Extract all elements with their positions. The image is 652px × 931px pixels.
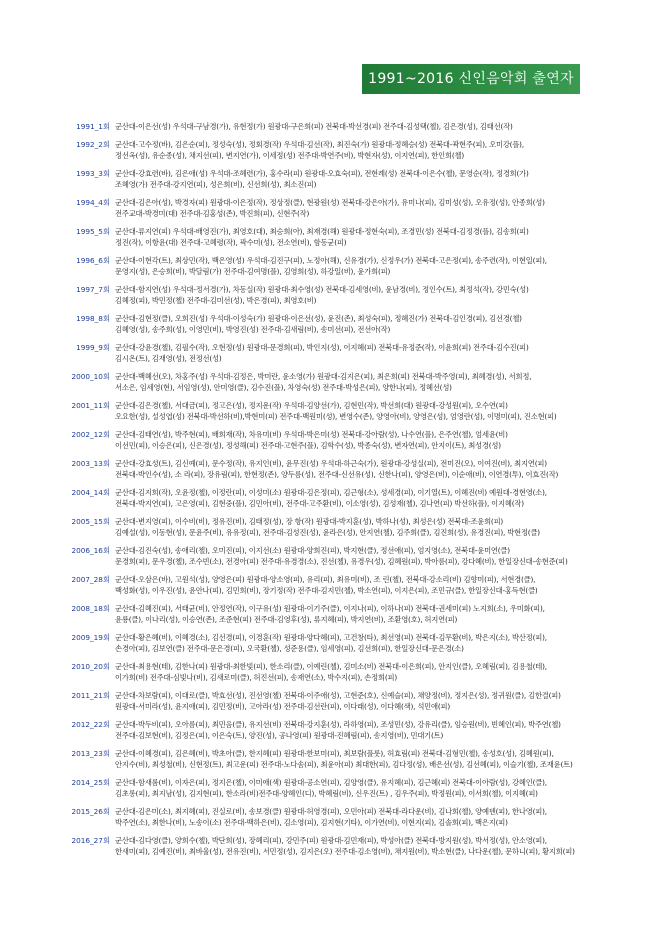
concert-year-label: 2011_21회	[71, 690, 110, 700]
concert-year-label: 2015_26회	[71, 806, 110, 816]
performer-line: 원광대-서미라(성), 윤지애(피), 김민정(비), 고아라(성) 전주대-김선란(피), 이다래(성), 이다혜(색), 석민애(피)	[115, 702, 451, 711]
performer-line: 군산대-오삼은(바), 고원석(성), 양영은(피) 원광대-양소영(피), 유리(피), 최유미(비), 조 린(첼), 전북대-강소리(비) 김향미(피), 서현경(클),	[115, 574, 536, 584]
performer-line: 군산대-김지희(작), 오윤정(첼), 이정란(피), 이성미(소) 원광대-김은정(피), 김근형(소), 성세경(피), 이기열(트), 이혜진(비) 예원대-경현영(소),	[115, 487, 547, 497]
performer-line: 군산대-김진숙(성), 송애리(첼), 오미진(피), 이지선(소) 원광대-양희진(피), 박지현(클), 정선애(피), 엄지영(소), 전북대-윤미연(클)	[115, 545, 510, 555]
performer-names	[115, 139, 620, 162]
performer-names	[115, 806, 620, 829]
concert-year-label: 1992_2회	[76, 139, 110, 149]
list-item	[60, 371, 620, 394]
performer-line: 오요한(성), 설성엽(성) 전북대-박선하(비),박현미(피) 전주대-백원미(성), 변영수(존), 양영아(비), 양영은(성), 엄영란(성), 이명미(피), 진소현(피)	[115, 412, 557, 421]
performer-line: 정선옥(성), 유순종(성), 채지선(피), 변지연(가), 이세정(성) 전주대-박연주(비), 박현자(성), 이지연(피), 한인희(첼)	[115, 151, 464, 160]
performer-line: 군산대-김혜진(피), 서태균(비), 안정연(작), 이구유(성) 원광대-이기주(클), 이지나(피), 이하나(피) 전북대-권세미(피) 노지희(소), 우미화(피),	[115, 603, 545, 613]
concert-year-label: 2012_22회	[71, 719, 110, 729]
concert-year-label: 2009_19회	[71, 632, 110, 642]
performer-line: 문영지(성), 은승희(비), 박달림(가) 전주대-김여명(플), 김영희(성), 하강일(비), 윤가희(피)	[115, 267, 391, 276]
performer-line: 군산대-강효련(바), 김은애(성) 우석대-조혜련(가), 홍수라(피) 원광대-오효숙(피), 전현례(성) 전북대-이은수(첼), 문영순(작), 정경희(가)	[115, 168, 529, 178]
concert-year-label: 2006_16회	[71, 545, 110, 555]
performer-line: 군산대-최용현(테), 김한나(피) 원광대-최한빛(피), 한소리(클), 이예린(첼), 김미소(비) 전북대-이은희(피), 안지인(클), 오혜림(피), 김용철(테),	[115, 661, 547, 671]
concert-year-label: 2003_13회	[71, 458, 110, 468]
performer-line: 정진(작), 이항윤(대) 전주대-고혜령(작), 곽수미(성), 전소연(비), 함동균(피)	[115, 238, 347, 247]
concert-year-label: 1998_8회	[76, 313, 110, 323]
performer-line: 안지수(비), 최성철(비), 신현정(트), 최고운(피) 전주대-노다솜(피), 최윤아(피) 최대한(피), 김다정(성), 배은선(성), 김선혜(피), 이슬기(첼), 조재윤(트)	[115, 760, 573, 769]
concert-year-label: 1995_5회	[76, 226, 110, 236]
performer-line: 전북대-박인수(성), 소 라(피), 장유림(피), 한현정(존), 양두름(성), 전주대-신선유(성), 신한나(피), 양영은(비), 이순애(비), 이연경(투), 이효진(작)	[115, 470, 559, 479]
performer-line: 김혜영(성), 송주희(성), 이영민(비), 박영진(성) 전주대-김새림(비), 송미선(피), 전선아(작)	[115, 325, 391, 334]
performer-line: 백성화(성), 이우진(성), 윤안나(피), 김민희(비), 장기정(작) 전주대-김지민(첼), 박소연(피), 이지은(피), 조민규(클), 한일장신대-홍득현(클)	[115, 586, 538, 595]
performer-names	[115, 719, 620, 742]
performer-line: 군산대-이혜경(피), 김은혜(비), 박초아(클), 한지혜(피) 원광대-한보미(피), 최보람(플룻), 허효림(피) 전북대-김형민(첼), 송성호(성), 김혜원(피),	[115, 748, 554, 758]
performer-names	[115, 429, 620, 452]
performer-line: 전북대-박지연(피), 고은영(피), 김현중(플), 김민아(비), 전주대-고주환(비), 이소영(성), 김성재(첼), 김나연(피) 박선하(플), 이지혜(작)	[115, 499, 524, 508]
performer-line: 한새미(피), 김예진(비), 최바울(성), 전유진(비), 서민정(성), 김지은(오) 전주대-김소영(비), 채지원(비), 박소현(클), 나다운(첼), 문하니(피), 황지희(피)	[115, 847, 575, 856]
list-item	[60, 197, 620, 220]
performer-line: 군산대-함새롬(비), 이자은(피), 정지은(첼), 이미애(색) 원광대-공소연(피), 김양영(클), 유지혜(피), 김근혜(피) 전북대-이아람(성), 강혜인(클),	[115, 777, 547, 787]
list-item	[60, 284, 620, 307]
performer-line: 김혜정(피), 박민정(첼) 전주대-김미선(성), 박은경(피), 최영호(비)	[115, 296, 317, 305]
performer-names	[115, 487, 620, 510]
performer-names	[115, 458, 620, 481]
performer-names	[115, 121, 620, 133]
performer-line: 군산대-이은선(성) 우석대-구남경(가), 유현정(가) 원광대-구은희(피) 전북대-박선경(피) 전주대-김성택(첼), 김은경(성), 김태선(작)	[115, 122, 513, 131]
performer-names	[115, 400, 620, 423]
performer-line: 군산대-김은미(소), 최지혜(피), 진실로(비), 송보경(클) 원광대-허영경(피), 오민아(피) 전북대-라다운(비), 김나희(첼), 양예덴(피), 한나영(피),	[115, 806, 547, 816]
list-item	[60, 487, 620, 510]
concert-year-label: 2005_15회	[71, 516, 110, 526]
performer-line: 이선민(피), 이승은(피), 신은경(성), 정성해(피) 전주대-고현주(플), 김학수(성), 박종숙(성), 변자연(피), 안지이(트), 최성경(성)	[115, 441, 501, 450]
list-item	[60, 121, 620, 133]
performer-names	[115, 197, 620, 220]
list-item	[60, 168, 620, 191]
performer-names	[115, 313, 620, 336]
list-item	[60, 429, 620, 452]
performer-line: 군산대-김태연(성), 박주현(피), 배희재(작), 차유미(비) 우석대-박은미(성) 전북대-강아람(성), 나수연(플), 은주연(첼), 엄세윤(비)	[115, 429, 508, 439]
performer-line: 김초롱(피), 최지남(성), 김지현(피), 한소라(비)전주대-양혜인(디), 박혜림(비), 신우진(트) , 김우주(피), 박정원(피), 이서희(첼), 이지혜(피)	[115, 789, 538, 798]
concert-year-label: 1997_7회	[76, 284, 110, 294]
performer-names	[115, 255, 620, 278]
performer-line: 박주연(소), 최한나(비), 노송이(소) 전주대-백하은(비), 김소영(피), 김지현(기타), 이가연(비), 이현지(피), 김솔희(피), 백은지(피)	[115, 818, 508, 827]
page-title: 1991~2016 신인음악회 출연자	[362, 64, 580, 94]
list-item	[60, 632, 620, 655]
performer-line: 군산대-고수정(바), 김은순(피), 정성숙(성), 정회경(작) 우석대-김선(작), 최진숙(가) 원광대-정혜승(성) 전북대-곽현주(피), 오미강(플),	[115, 139, 524, 149]
concert-year-label: 1999_9회	[76, 342, 110, 352]
performer-line: 군산대-변지영(피), 이수비(비), 정유진(비), 김태정(성), 장 항(작) 원광대-박지훈(성), 박하나(성), 최성은(성) 전북대-조윤희(피)	[115, 516, 504, 526]
concert-year-label: 1993_3회	[76, 168, 110, 178]
list-item	[60, 835, 620, 858]
performer-line: 군산대-이현각(트), 최상민(작), 백은영(성) 우석대-김진구(피), 노정아(해), 신유경(가), 신정우(가) 전북대-고은정(피), 송주련(작), 이현일(피),	[115, 255, 547, 265]
performer-names	[115, 748, 620, 771]
list-item	[60, 313, 620, 336]
concert-year-label: 1996_6회	[76, 255, 110, 265]
performer-names	[115, 168, 620, 191]
list-item	[60, 255, 620, 278]
list-item	[60, 458, 620, 481]
list-item	[60, 603, 620, 626]
performer-names	[115, 690, 620, 713]
performer-line: 서소은, 임세영(현), 서임영(성), 안미영(클), 김수진(플), 차영숙(성) 전주대-박성은(피), 양한나(피), 정혜선(성)	[115, 383, 452, 392]
performer-line: 전주교대-박경미(대) 전주대-김홍성(존), 박진희(피), 신현주(작)	[115, 209, 310, 218]
performer-line: 군산대-류지연(피) 우석대-배영진(가), 최영호(대), 최승희(아), 최재경(해) 원광대-정현숙(피), 조경민(성) 전북대-김정경(플), 김송희(피)	[115, 226, 529, 236]
list-item	[60, 342, 620, 365]
performer-line: 조혜영(가) 전주대-강지연(피), 성은희(비), 신선희(성), 최소진(피)	[115, 180, 317, 189]
performer-names	[115, 342, 620, 365]
performer-line: 김예설(성), 이동현(성), 문윤주(비), 유유정(피), 전주대-김성진(성), 윤라은(성), 안지연(첼), 김주희(클), 김진희(성), 유경진(피), 박현정(클)	[115, 528, 540, 537]
performer-line: 군산대-차보람(피), 이대로(클), 박효선(성), 진선영(첼) 전북대-이주애(성), 고현준(호), 신예슬(피), 채양정(비), 정지은(성), 정귀원(클), 김한결(피)	[115, 690, 561, 700]
list-item	[60, 806, 620, 829]
list-item	[60, 516, 620, 539]
performer-names	[115, 545, 620, 568]
concert-year-label: 2004_14회	[71, 487, 110, 497]
performer-line: 윤룡(클), 이나리(성), 이승연(존), 조준현(피) 전주대-김영후(성), 류지혜(피), 박지연(비), 조환영(호), 허지연(피)	[115, 615, 458, 624]
concert-year-label: 2007_28회	[71, 574, 110, 584]
concert-year-label: 2016_27회	[71, 835, 110, 845]
concert-year-label: 1994_4회	[76, 197, 110, 207]
performer-names	[115, 574, 620, 597]
performer-names	[115, 777, 620, 800]
concert-year-label: 2000_10회	[71, 371, 110, 381]
concert-year-label: 2001_11회	[71, 400, 110, 410]
concert-year-label: 2008_18회	[71, 603, 110, 613]
list-item	[60, 719, 620, 742]
performer-line: 군산대-강효성(트), 김신예(피), 문수정(작), 유지인(비), 윤무진(성) 우석대-하근숙(가), 원광대-강성실(피), 전미진(오), 이여진(비), 최지연(피)	[115, 458, 547, 468]
performer-names	[115, 516, 620, 539]
performer-line: 군산대-황은혜(비), 이혜경(소), 김선경(피), 이경훈(작) 원광대-양다혜(피), 고건창(타), 최선영(피) 전북대-김무환(비), 박은지(소), 박산정(피),	[115, 632, 547, 642]
list-item	[60, 661, 620, 684]
list-item	[60, 545, 620, 568]
performer-names	[115, 835, 620, 858]
concert-year-label: 2013_23회	[71, 748, 110, 758]
performer-line: 군산대-김은아(성), 박경자(피) 원광대-이은정(작), 정상정(클), 현광원(성) 전북대-강은아(가), 유미나(피), 김미성(성), 오유정(성), 안종희(성)	[115, 197, 545, 207]
performer-line: 군산대-강윤경(첼), 김필수(작), 오현정(성) 원광대-문경희(피), 박인지(성), 이지혜(피) 전북대-유정준(작), 이윤희(피) 전주대-김수진(피)	[115, 342, 529, 352]
performer-line: 군산대-김다영(클), 양희수(첼), 박단희(성), 장혜리(피), 강민주(피) 원광대-김민재(피), 박성아(클) 전북대-방지원(성), 박서정(성), 안소영(피),	[115, 835, 547, 845]
performer-line: 손경아(피), 김보연(클) 전주대-문은경(피), 오국환(첼), 성준용(클), 임세영(피), 김선희(피), 한일장신대-문은경(소)	[115, 644, 464, 653]
list-item	[60, 226, 620, 249]
performer-names	[115, 284, 620, 307]
performer-list	[60, 121, 620, 864]
performer-names	[115, 632, 620, 655]
list-item	[60, 139, 620, 162]
performer-line: 문경희(피), 문우경(첼), 조수빈(소), 전경아(피) 전주대-유경경(소), 진선(첼), 유경우(성), 김혜원(피), 박아름(피), 강다혜(비), 한일장신대-송현준(피)	[115, 557, 568, 566]
concert-year-label: 2002_12회	[71, 429, 110, 439]
concert-year-label: 1991_1회	[76, 122, 110, 131]
performer-line: 이가희(비) 전주대-심빛나(비), 김새로미(클), 허진선(피), 송재연(소), 박수지(피), 손정희(피)	[115, 673, 397, 682]
list-item	[60, 748, 620, 771]
list-item	[60, 574, 620, 597]
performer-line: 군산대-백혜선(오), 차홍주(성) 우석대-김정은, 박미란, 윤소영(가) 원광대-김지은(피), 최은희(피) 전북대-박주영(피), 최혜경(성), 서희정,	[115, 371, 532, 381]
performer-line: 김시온(트), 김재영(성), 전정선(성)	[115, 354, 222, 363]
performer-names	[115, 226, 620, 249]
concert-year-label: 2010_20회	[71, 661, 110, 671]
concert-year-label: 2014_25회	[71, 777, 110, 787]
performer-names	[115, 371, 620, 394]
list-item	[60, 777, 620, 800]
performer-line: 군산대-함지연(성) 우석대-정서경(가), 차동실(작) 원광대-최수영(성) 전북대-김세영(비), 윤남경(비), 정인수(트), 최정석(작), 강민숙(성)	[115, 284, 529, 294]
list-item	[60, 400, 620, 423]
performer-names	[115, 661, 620, 684]
performer-line: 군산대-김현정(클), 오희진(성) 우석대-이성숙(가) 원광대-이은선(성), 윤진(존), 최성숙(피), 정혜진(가) 전북대-김인경(피), 김선경(첼)	[115, 313, 522, 323]
performer-line: 군산대-박두비(피), 오아름(피), 최민음(클), 유지선(비) 전북대-강지훈(성), 라하영(피), 조성민(성), 강유리(클), 임승원(비), 빈혜인(피), 박주연(첼)	[115, 719, 561, 729]
performer-names	[115, 603, 620, 626]
performer-line: 전주대-김보현(비), 김정은(피), 이은숙(트), 양진(성), 공나영(피) 원광대-진혜림(피), 송지영(비), 민대기(트)	[115, 731, 444, 740]
performer-line: 군산대-김은경(첼), 서대금(피), 정고은(성), 정지운(작) 우석대-김양선(가), 김현민(작), 박선희(대) 원광대-강성원(피), 오수연(피)	[115, 400, 508, 410]
list-item	[60, 690, 620, 713]
